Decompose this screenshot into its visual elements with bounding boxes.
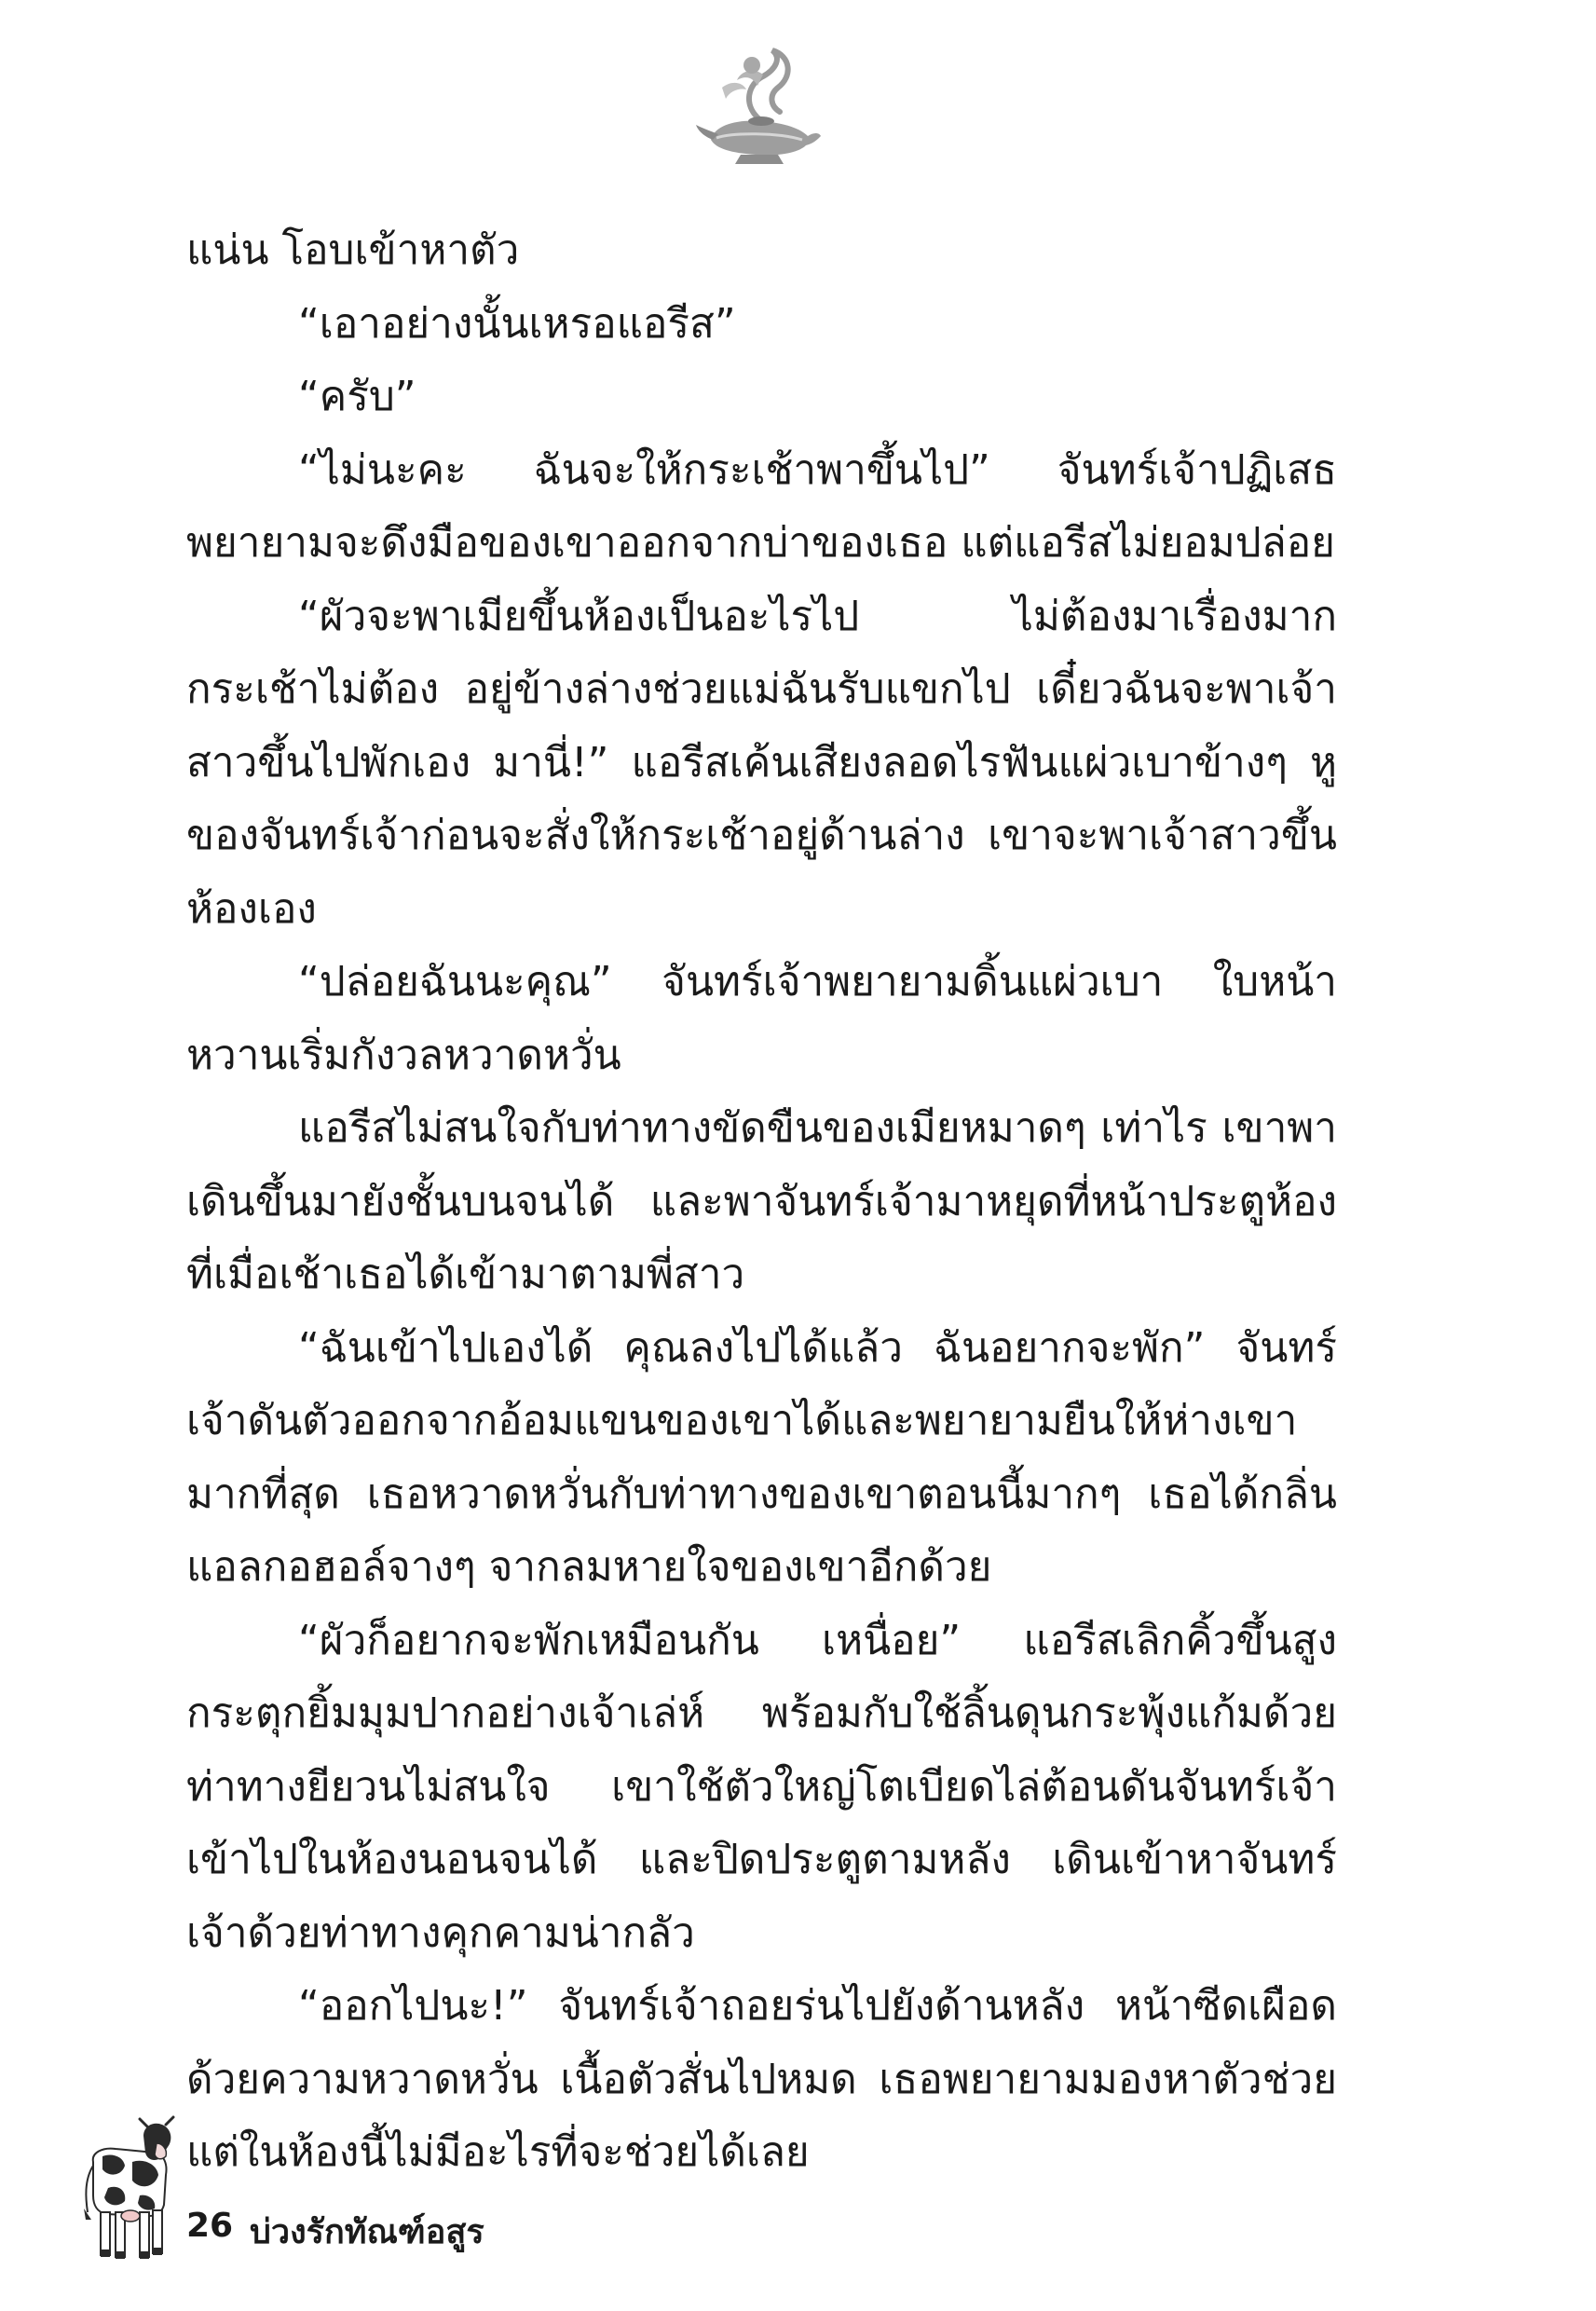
paragraph: “ฉันเข้าไปเองได้ คุณลงไปได้แล้ว ฉันอยากจะพัก” จันทร์เจ้าดันตัวออกจากอ้อมแขนของเขาได้และพยายามยืนให้ห่างเขามากที่สุด เธอหวาดหวั่นกับท่าทางของเขาตอนนี้มากๆ เธอได้กลิ่นแอลกอฮอล์จางๆ จากลมหายใจของเขาอีกด้วย <box>186 1323 1337 1591</box>
paragraph: แอรีสไม่สนใจกับท่าทางขัดขืนของเมียหมาดๆ เท่าไร เขาพาเดินขึ้นมายังชั้นบนจนได้ และพาจันทร์เจ้ามาหยุดที่หน้าประตูห้องที่เมื่อเช้าเธอได้เข้ามาตามพี่สาว <box>186 1104 1337 1298</box>
page-footer <box>75 2115 727 2274</box>
page-number: 26 <box>186 2207 234 2245</box>
cow-icon <box>75 2115 177 2264</box>
paragraph: “ผัวก็อยากจะพักเหมือนกัน เหนื่อย” แอรีสเลิกคิ้วขึ้นสูง กระตุกยิ้มมุมปากอย่างเจ้าเล่ห์ พร้อมกับใช้ลิ้นดุนกระพุ้งแก้มด้วยท่าทางยียวนไม่สนใจ เขาใช้ตัวใหญ่โตเบียดไล่ต้อนดันจันทร์เจ้าเข้าไปในห้องนอนจนได้ และปิดประตูตามหลัง เดินเข้าหาจันทร์เจ้าด้วยท่าทางคุกคามน่ากลัว <box>186 1616 1337 1957</box>
paragraph: “ปล่อยฉันนะคุณ” จันทร์เจ้าพยายามดิ้นแผ่วเบา ใบหน้าหวานเริ่มกังวลหวาดหวั่น <box>186 958 1337 1079</box>
genie-lamp-icon <box>694 47 825 168</box>
story-text <box>186 214 1337 2190</box>
paragraph: “ออกไปนะ!” จันทร์เจ้าถอยร่นไปยังด้านหลัง หน้าซีดเผือดด้วยความหวาดหวั่น เนื้อตัวสั่นไปหมด เธอพยายามมองหาตัวช่วย แต่ในห้องนี้ไม่มีอะไรที่จะช่วยได้เลย <box>186 1982 1337 2176</box>
paragraph: “ไม่นะคะ ฉันจะให้กระเช้าพาขึ้นไป” จันทร์เจ้าปฏิเสธ พยายามจะดึงมือของเขาออกจากบ่าของเธอ แต่แอรีสไม่ยอมปล่อย <box>186 445 1337 567</box>
book-title: บ่วงรักทัณฑ์อสูร <box>250 2213 484 2251</box>
paragraph: “ครับ” <box>298 373 416 420</box>
paragraph: “ผัวจะพาเมียขึ้นห้องเป็นอะไรไป ไม่ต้องมาเรื่องมาก กระเช้าไม่ต้อง อยู่ข้างล่างช่วยแม่ฉันรับแขกไป เดี๋ยวฉันจะพาเจ้าสาวขึ้นไปพักเอง มานี่!” แอรีสเค้นเสียงลอดไรฟันแผ่วเบาข้างๆ หูของจันทร์เจ้าก่อนจะสั่งให้กระเช้าอยู่ด้านล่าง เขาจะพาเจ้าสาวขึ้นห้องเอง <box>186 592 1337 933</box>
paragraph: “เอาอย่างนั้นเหรอแอรีส” <box>298 299 736 348</box>
paragraph: แน่น โอบเข้าหาตัว <box>186 226 520 274</box>
